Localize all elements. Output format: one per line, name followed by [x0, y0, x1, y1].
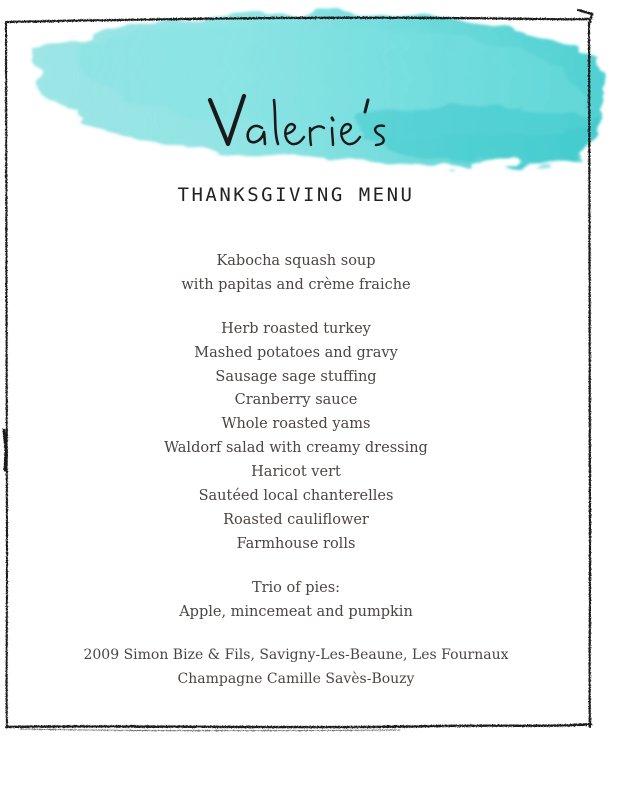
- menu-item: Mashed potatoes and gravy: [194, 344, 398, 361]
- menu-item: Apple, mincemeat and pumpkin: [179, 603, 413, 620]
- menu-item: Haricot vert: [251, 464, 341, 481]
- menu-item: Farmhouse rolls: [236, 535, 356, 552]
- menu-item: Cranberry sauce: [234, 392, 358, 409]
- menu-subtitle: THANKSGIVING MENU: [177, 184, 415, 206]
- menu-item: with papitas and crème fraiche: [181, 276, 411, 293]
- menu-item: Kabocha squash soup: [216, 253, 376, 269]
- course-soup: [0, 250, 592, 298]
- menu-item: Champagne Camille Savès-Bouzy: [177, 671, 415, 688]
- menu-item: Roasted cauliflower: [223, 511, 369, 528]
- menu-item: Trio of pies:: [251, 579, 341, 596]
- menu-item: 2009 Simon Bize & Fils, Savigny-Les-Beaune, Les Fournaux: [83, 647, 509, 664]
- menu-item: Sausage sage stuffing: [215, 368, 377, 385]
- course-dessert: [0, 577, 592, 625]
- course-main: [0, 318, 592, 557]
- menu-body: [0, 250, 592, 712]
- menu-item: Waldorf salad with creamy dressing: [164, 440, 428, 457]
- menu-item: Sautéed local chanterelles: [198, 488, 394, 505]
- menu-item: Herb roasted turkey: [221, 320, 371, 337]
- course-wine: [0, 644, 592, 692]
- brand-script-title: [170, 82, 450, 162]
- menu-item: Whole roasted yams: [221, 416, 371, 433]
